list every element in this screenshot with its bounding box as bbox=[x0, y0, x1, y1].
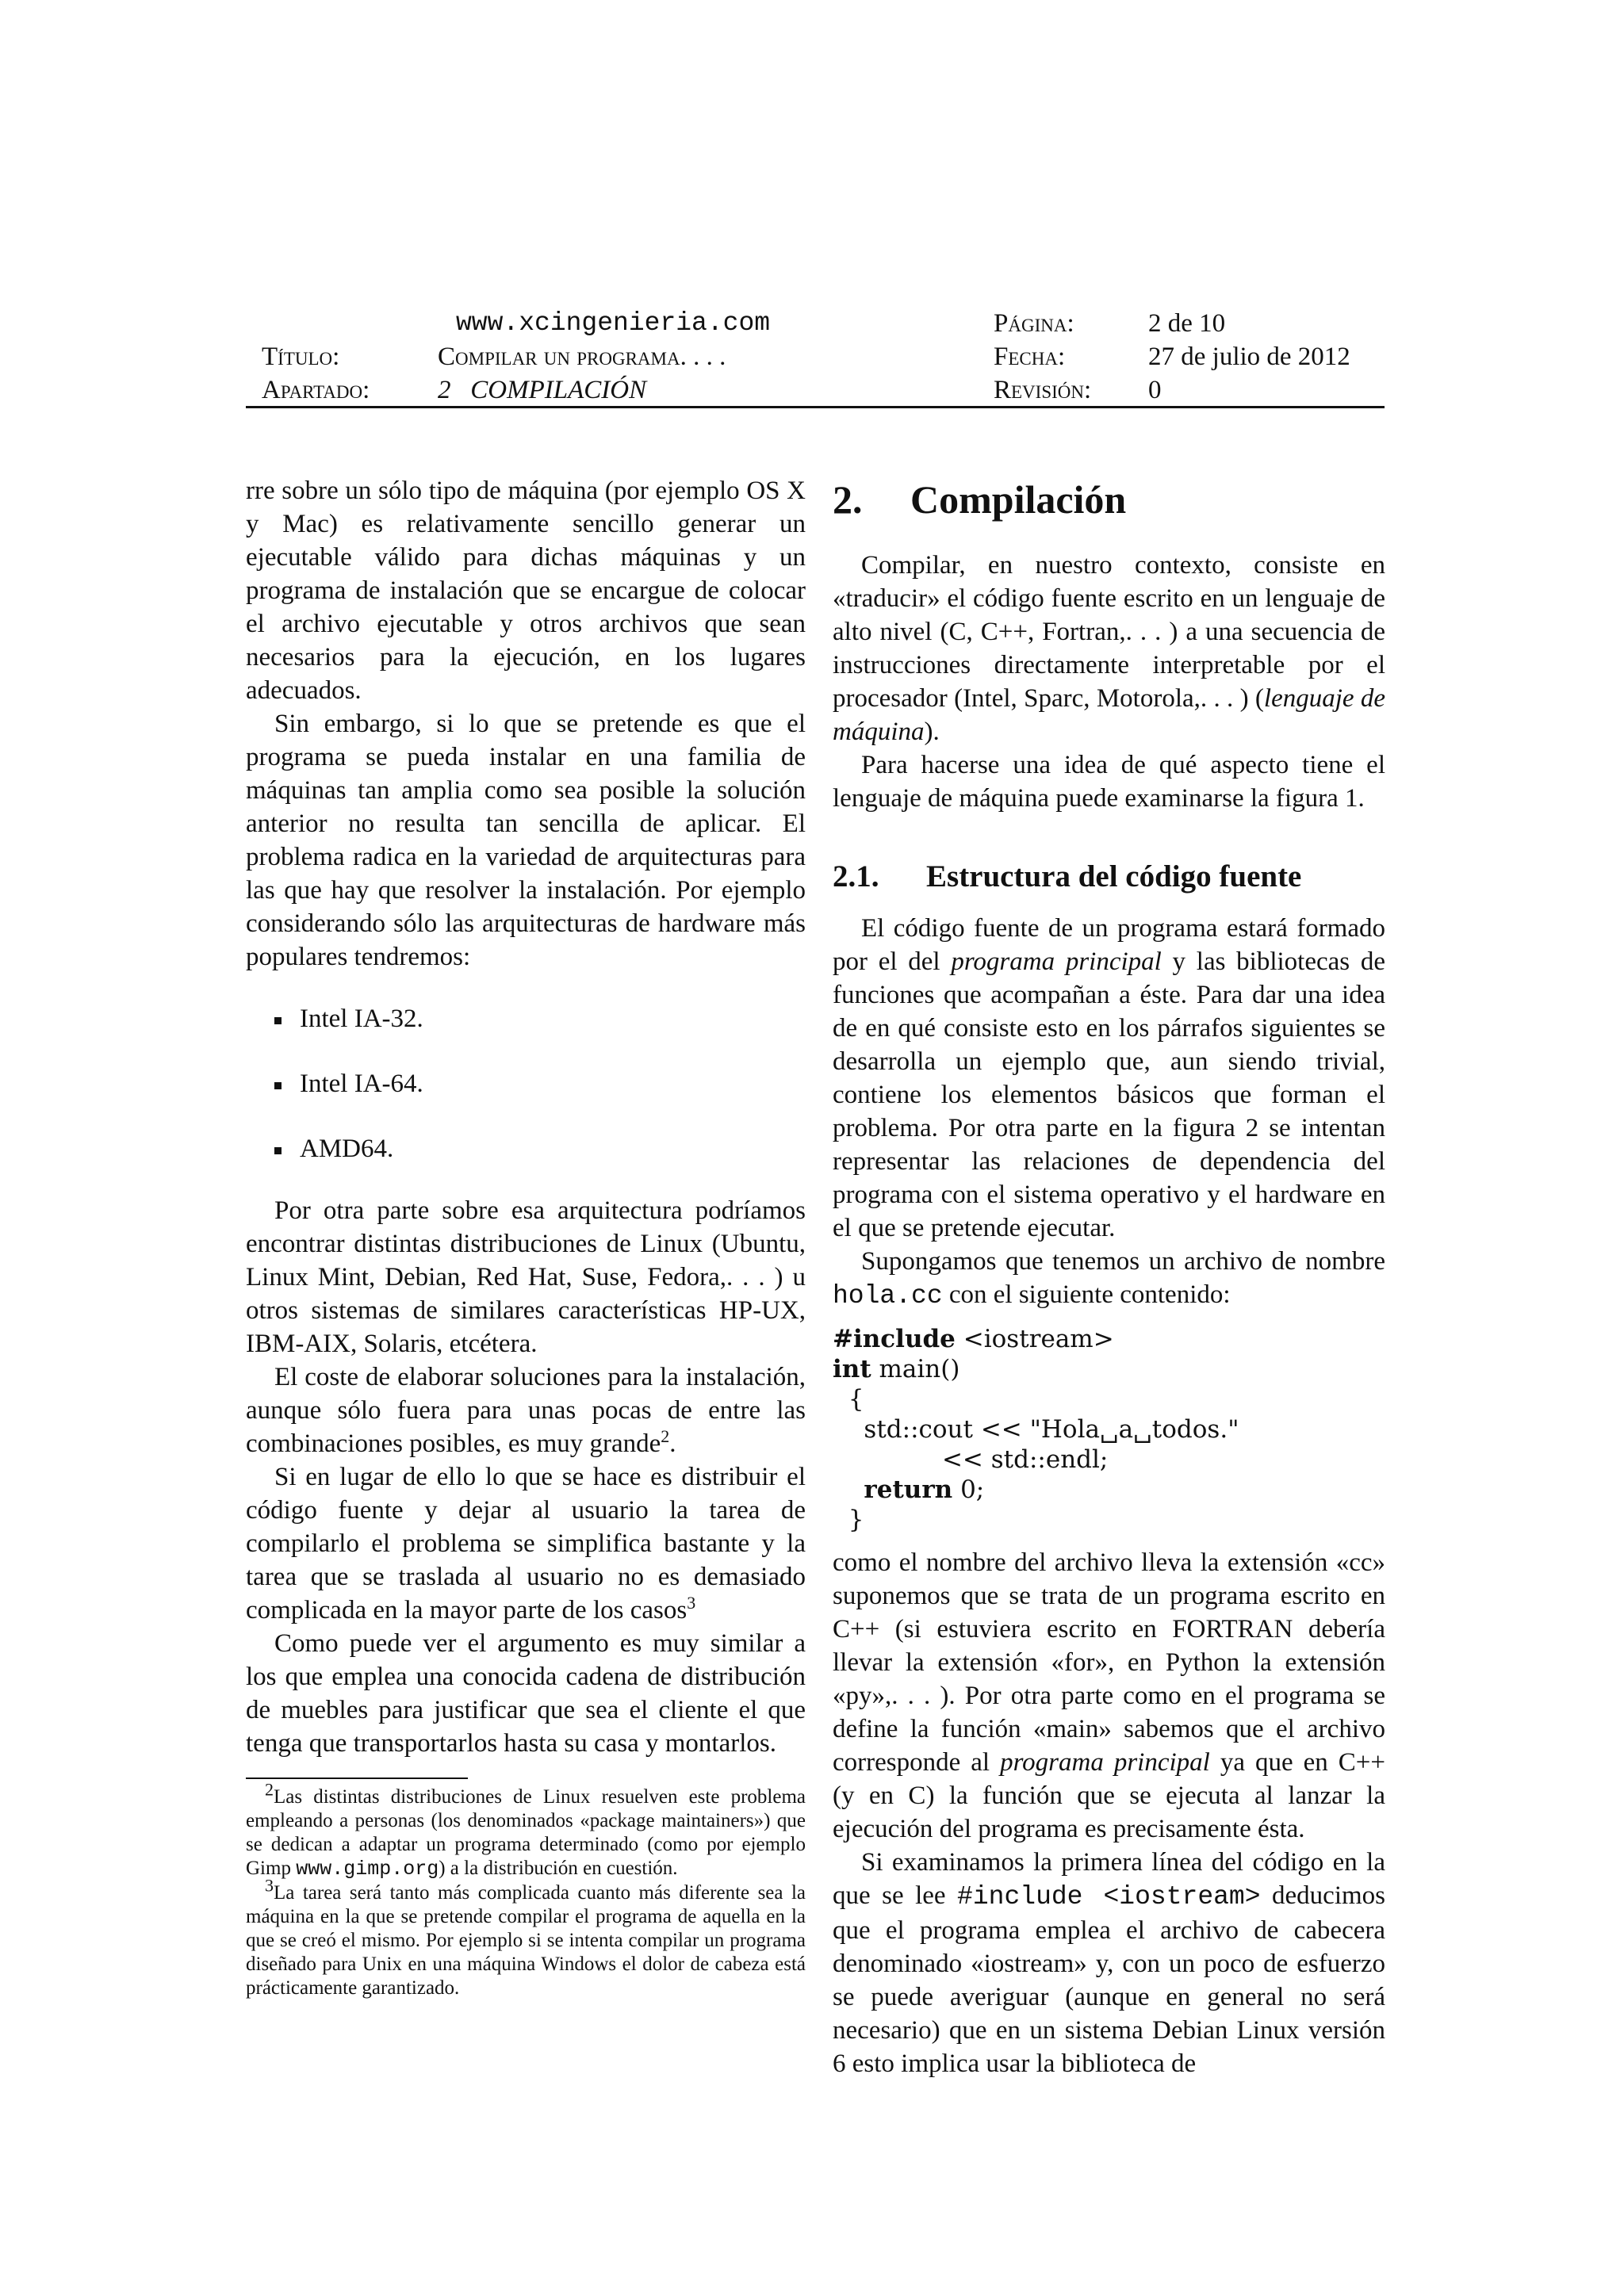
subsection-heading: 2.1. Estructura del código fuente bbox=[833, 859, 1302, 894]
footnote-rule bbox=[246, 1777, 468, 1779]
left-paragraph-1: rre sobre un sólo tipo de máquina (por ejemplo OS X y Mac) es relativamente sencillo generar un ejecutable válido para dichas máquinas y un programa de instalación que se encargue de colocar el archivo ejecutable y otros archivos que sean necesarios para la ejecución, en los lugares adecuados. bbox=[246, 476, 806, 705]
header-revision-label: Revisión: bbox=[994, 376, 1092, 404]
left-paragraph-4: El coste de elaborar soluciones para la instalación, aunque sólo fuera para unas pocas de entre las combinaciones posibles, es muy grande$^2$. bbox=[246, 1363, 806, 1458]
right-paragraph-4: Supongamos que tenemos un archivo de nombre hola.cc con el siguiente contenido: bbox=[833, 1247, 1385, 1311]
list-item: Intel IA-32. bbox=[246, 1002, 806, 1035]
left-column bbox=[246, 474, 806, 2000]
left-paragraph-2: Sin embargo, si lo que se pretende es que el programa se pueda instalar en una familia de máquinas tan amplia como sea posible la solución anterior no resulta tan sencilla de aplicar. El problema radica en la variedad de arquitecturas para las que hay que resolver la instalación. Por ejemplo considerando sólo las arquitecturas de hardware más populares tendremos: bbox=[246, 710, 806, 971]
header-fecha-value: 27 de julio de 2012 bbox=[1148, 342, 1350, 371]
right-column bbox=[833, 474, 1385, 2080]
right-paragraph-1: Compilar, en nuestro contexto, consiste en «traducir» el código fuente escrito en un lenguaje de alto nivel (C, C++, Fortran,. . . ) a una secuencia de instrucciones directamente interpretable por el procesador (Intel, Sparc, Motorola,. . . ) (lenguaje de máquina). bbox=[833, 551, 1386, 746]
header-titulo-label: Título: bbox=[262, 342, 340, 371]
header-fecha-label: Fecha: bbox=[994, 342, 1066, 371]
header-pagina-label: Página: bbox=[994, 309, 1074, 338]
include-code: #include <iostream> bbox=[957, 1882, 1261, 1911]
header-revision-value: 0 bbox=[1148, 376, 1162, 404]
right-paragraph-3: El código fuente de un programa estará formado por el del programa principal y las bibliotecas de funciones que acompañan a éste. Para dar una idea de en qué consiste esto en los párrafos siguientes se desarrolla un ejemplo que, aun siendo trivial, contiene los elementos básicos que forman el problema. Por otra parte en la figura 2 se intentan representar las relaciones de dependencia del programa con el sistema operativo y el hardware en el que se pretende ejecutar. bbox=[833, 914, 1385, 1242]
filename-code: hola.cc bbox=[833, 1281, 943, 1311]
list-item: AMD64. bbox=[246, 1132, 806, 1165]
code-listing: #include <iostream> int main() { std::cout << "Hola␣a␣todos." << std::endl; return 0; } bbox=[833, 1325, 1239, 1534]
footnote-2: $^2$Las distintas distribuciones de Linux resuelven este problema empleando a personas (los denominados «package maintainers») que se dedican a adaptar un programa determinado (como por ejemplo Gimp www.gimp.org) a la distribución en cuestión. bbox=[246, 1779, 806, 1881]
footnote-3: $^3$La tarea será tanto más complicada cuanto más diferente sea la máquina en la que se pretende compilar el programa de aquella en la que se creó el mismo. Por ejemplo si se intenta compilar un programa diseñado para Unix en una máquina Windows el dolor de cabeza está prácticamente garantizado. bbox=[246, 1875, 806, 1999]
architecture-list bbox=[246, 1002, 806, 1165]
footnote-mark-2[interactable]: 2 bbox=[661, 1426, 670, 1446]
footnotes bbox=[246, 1779, 806, 2000]
left-paragraph-5: Si en lugar de ello lo que se hace es distribuir el código fuente y dejar al usuario la tarea de compilarlo el problema se simplifica bastante y la tarea que se traslada al usuario no es demasiado complicada en la mayor parte de los casos$^3$ bbox=[246, 1463, 806, 1624]
header-titulo-value: Compilar un programa. . . . bbox=[438, 342, 726, 371]
list-item: Intel IA-64. bbox=[246, 1067, 806, 1100]
left-paragraph-3: Por otra parte sobre esa arquitectura podríamos encontrar distintas distribuciones de Linux (Ubuntu, Linux Mint, Debian, Red Hat, Suse, Fedora,. . . ) u otros sistemas de similares características HP-UX, IBM-AIX, Solaris, etcétera. bbox=[246, 1196, 806, 1358]
right-paragraph-6: Si examinamos la primera línea del código en la que se lee #include <iostream> deducimos que el programa emplea el archivo de cabecera denominado «iostream» y, con un poco de esfuerzo se puede averiguar (aunque en general no será necesario) que en un sistema Debian Linux versión 6 esto implica usar la biblioteca de bbox=[833, 1848, 1385, 2078]
right-paragraph-2: Para hacerse una idea de qué aspecto tiene el lenguaje de máquina puede examinarse la figura 1. bbox=[833, 751, 1385, 813]
header-pagina-value: 2 de 10 bbox=[1148, 309, 1226, 338]
footnote-mark-3[interactable]: 3 bbox=[687, 1593, 696, 1613]
header-url: www.xcingenieria.com bbox=[456, 308, 771, 338]
header-apartado-value: 2 COMPILACIÓN bbox=[438, 376, 647, 404]
gimp-link[interactable]: www.gimp.org bbox=[296, 1858, 439, 1881]
section-heading: 2. Compilación bbox=[833, 477, 1127, 522]
left-paragraph-6: Como puede ver el argumento es muy similar a los que emplea una conocida cadena de distribución de muebles para justificar que sea el cliente el que tenga que transportarlos hasta su casa y montarlos. bbox=[246, 1629, 806, 1758]
header-rule bbox=[246, 406, 1385, 408]
right-paragraph-5: como el nombre del archivo lleva la extensión «cc» suponemos que se trata de un programa escrito en C++ (si estuviera escrito en FORTRAN debería llevar la extensión «for», en Python la extensión «py»,. . . ). Por otra parte como en el programa se define la función «main» sabemos que el archivo corresponde al programa principal ya que en C++ (y en C) la función que se ejecuta al lanzar la ejecución del programa es precisamente ésta. bbox=[833, 1548, 1385, 1843]
header-apartado-label: Apartado: bbox=[262, 376, 370, 404]
